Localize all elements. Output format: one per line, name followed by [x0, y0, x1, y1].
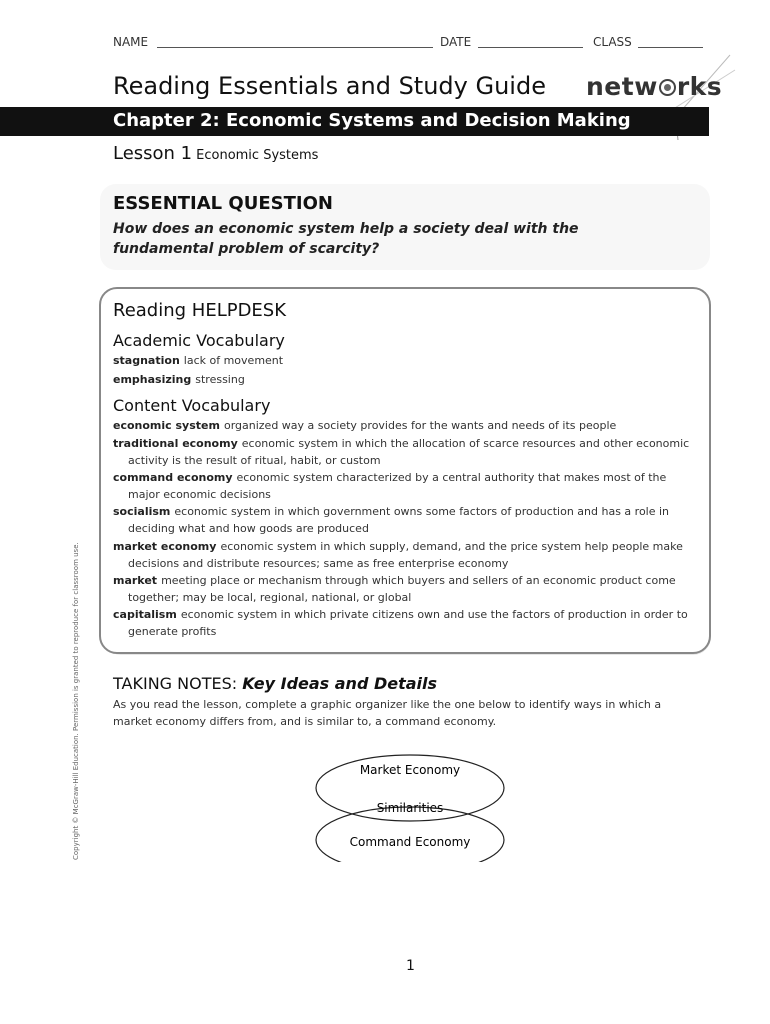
- taking-notes-label: TAKING NOTES:: [113, 674, 238, 693]
- vocab-definition: lack of movement: [183, 354, 284, 367]
- content-vocabulary-title: Content Vocabulary: [113, 396, 271, 415]
- market-economy-label: Market Economy: [359, 763, 461, 777]
- vocab-item: [113, 538, 698, 572]
- taking-notes-subtitle: Key Ideas and Details: [242, 674, 438, 693]
- vocab-item: [113, 503, 698, 537]
- guide-title: Reading Essentials and Study Guide: [113, 72, 546, 100]
- name-field[interactable]: [157, 47, 433, 48]
- academic-vocabulary-title: Academic Vocabulary: [113, 331, 285, 350]
- vocab-term: market: [113, 574, 158, 587]
- taking-notes-instructions: As you read the lesson, complete a graphic organizer like the one below to identify ways in which a market economy differs from, and is similar to, a command economy.: [113, 698, 662, 728]
- command-economy-label: Command Economy: [349, 835, 471, 849]
- vocab-definition: meeting place or mechanism through which buyers and sellers of an economic product come together; may be local, regional, national, or global: [128, 574, 676, 604]
- vocab-item: [113, 606, 698, 640]
- vocab-definition: economic system in which private citizens own and use the factors of production in order to generate profits: [128, 608, 688, 638]
- vocab-definition: economic system in which government owns some factors of production and has a role in deciding what and how goods are produced: [128, 505, 670, 535]
- vocab-term: capitalism: [113, 608, 177, 621]
- brand-text-end: rks: [676, 72, 723, 101]
- taking-notes-title: [113, 674, 437, 693]
- essential-question-text: How does an economic system help a society deal with the fundamental problem of scarcity?: [113, 221, 579, 257]
- page-number: 1: [406, 958, 415, 974]
- similarities-label: Similarities: [376, 801, 444, 815]
- vocab-term: traditional economy: [113, 437, 238, 450]
- vocab-item: [113, 352, 698, 369]
- vocab-term: market economy: [113, 540, 217, 553]
- date-label: DATE: [440, 35, 472, 49]
- vocab-definition: stressing: [195, 373, 245, 386]
- vocab-definition: economic system characterized by a central authority that makes most of the major economic decisions: [128, 471, 667, 501]
- vocab-item: [113, 435, 698, 469]
- vocab-item: [113, 469, 698, 503]
- networks-logo: [586, 72, 722, 101]
- brand-text-start: netw: [586, 72, 658, 101]
- vocab-item: [113, 572, 698, 606]
- vocab-term: command economy: [113, 471, 233, 484]
- graphic-organizer: [300, 752, 520, 862]
- vocab-term: socialism: [113, 505, 171, 518]
- helpdesk-title: Reading HELPDESK: [113, 300, 287, 321]
- vocab-term: stagnation: [113, 354, 180, 367]
- copyright-notice: Copyright © McGraw-Hill Education. Permission is granted to reproduce for classroom use.: [72, 542, 80, 860]
- date-field[interactable]: [478, 47, 583, 48]
- vocab-definition: economic system in which the allocation of scarce resources and other economic activity is the result of ritual, habit, or custom: [128, 437, 690, 467]
- lesson-heading: [113, 143, 318, 164]
- vocab-term: economic system: [113, 419, 220, 432]
- vocab-item: [113, 371, 698, 388]
- class-field[interactable]: [638, 47, 703, 48]
- name-label: NAME: [113, 35, 149, 49]
- class-label: CLASS: [593, 35, 632, 49]
- lesson-subtitle: Economic Systems: [196, 148, 319, 163]
- vocab-term: emphasizing: [113, 373, 192, 386]
- vocab-definition: organized way a society provides for the wants and needs of its people: [223, 419, 617, 432]
- vocab-definition: economic system in which supply, demand, and the price system help people make decisions and distribute resources; same as free enterprise economy: [128, 540, 683, 570]
- brand-circle-icon: [659, 79, 676, 96]
- essential-question-title: ESSENTIAL QUESTION: [113, 193, 333, 214]
- lesson-label: Lesson 1: [113, 143, 193, 164]
- vocab-item: [113, 417, 698, 434]
- chapter-title: Chapter 2: Economic Systems and Decision Making: [113, 110, 631, 131]
